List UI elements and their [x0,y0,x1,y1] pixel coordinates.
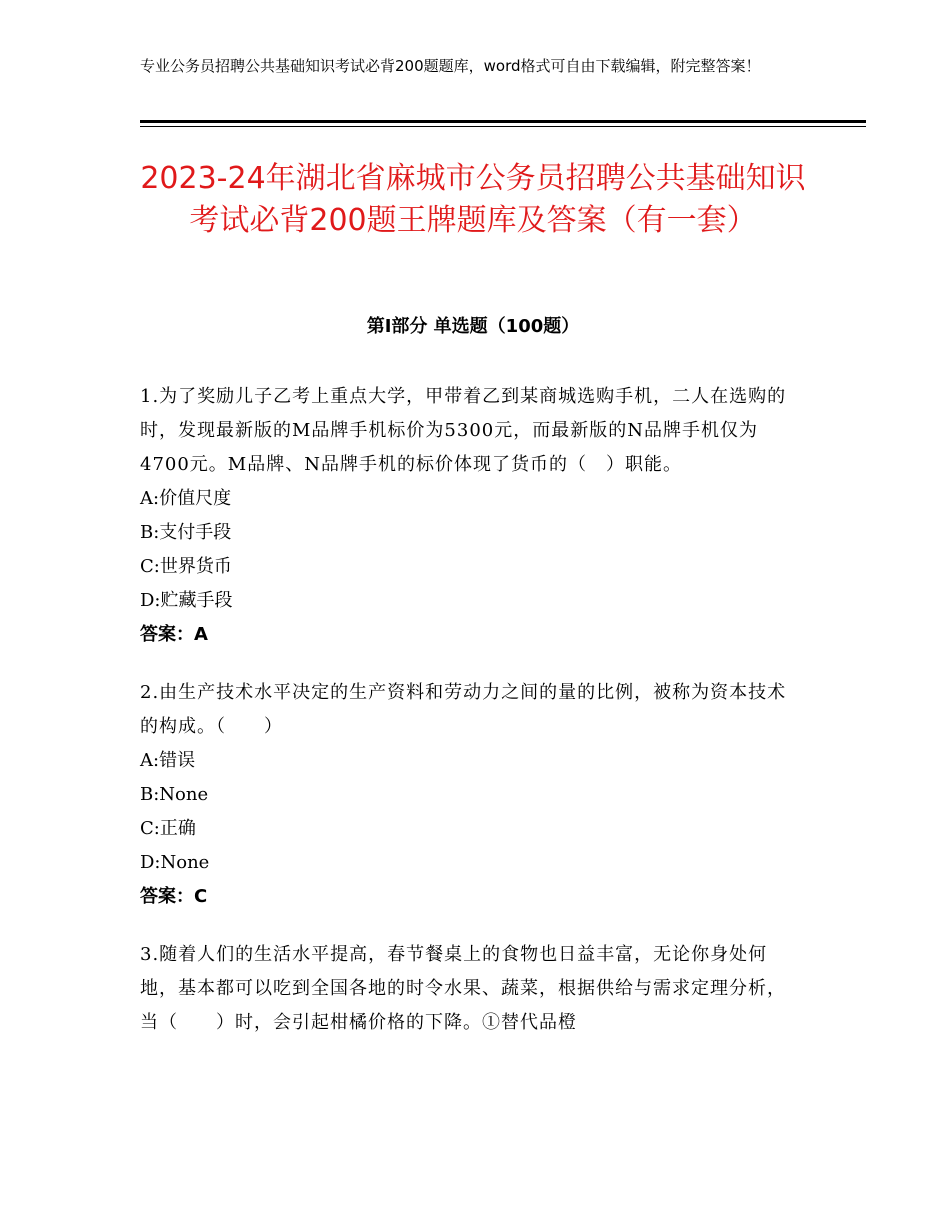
option-b: B:None [140,784,209,805]
option-b: B:支付手段 [140,522,232,543]
question-list [140,380,800,1064]
question-stem: 2.由生产技术水平决定的生产资料和劳动力之间的量的比例，被称为资本技术的构成。（ ） [140,682,787,737]
option-d: D:贮藏手段 [140,590,233,611]
option-c: C:世界货币 [140,556,232,577]
option-c: C:正确 [140,818,196,839]
question-stem: 3.随着人们的生活水平提高，春节餐桌上的食物也日益丰富，无论你身处何地，基本都可以吃到全国各地的时令水果、蔬菜，根据供给与需求定理分析，当（ ）时，会引起柑橘价格的下降。①替代品橙 [140,944,786,1033]
answer-label: 答案：A [140,624,208,645]
document-title: 2023-24年湖北省麻城市公务员招聘公共基础知识考试必背200题王牌题库及答案（有一套） [140,161,806,238]
question-2 [140,676,800,914]
question-stem: 1.为了奖励儿子乙考上重点大学，甲带着乙到某商城选购手机，二人在选购的时，发现最新版的M品牌手机标价为5300元，而最新版的N品牌手机仅为4700元。M品牌、N品牌手机的标价体现了货币的（ ）职能。 [140,386,787,475]
question-1 [140,380,800,652]
option-d: D:None [140,852,210,873]
header-note: 专业公务员招聘公共基础知识考试必背200题题库，word格式可自由下载编辑，附完整答案！ [140,57,761,75]
answer-label: 答案：C [140,886,208,907]
option-a: A:错误 [140,750,196,771]
header-rule-thick [140,120,866,123]
section-title: 第Ⅰ部分 单选题（100题） [366,316,580,337]
question-3 [140,938,800,1040]
option-a: A:价值尺度 [140,488,232,509]
header-rule-thin [140,126,866,127]
